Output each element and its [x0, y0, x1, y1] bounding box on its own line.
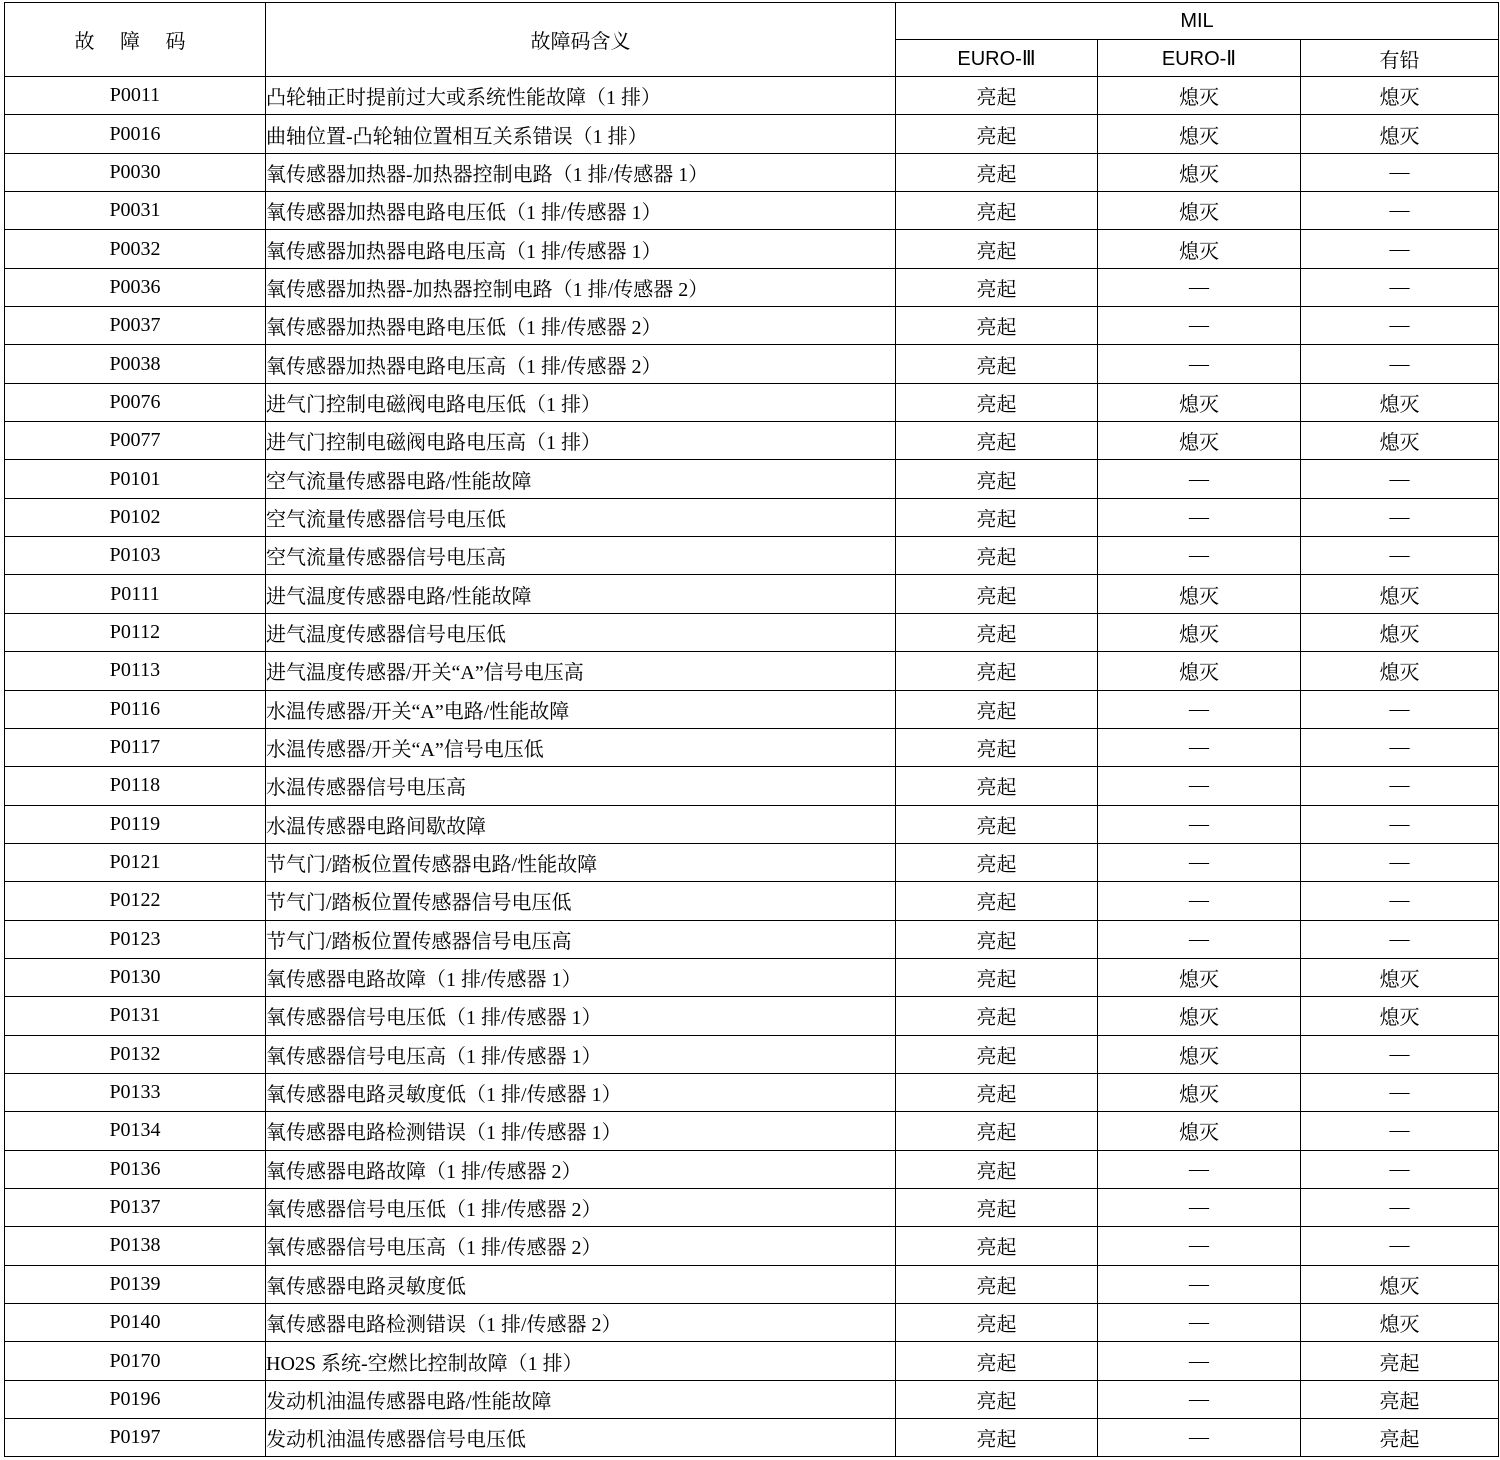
- table-row: [5, 1380, 1499, 1418]
- table-row: [5, 843, 1499, 881]
- mil-euro3-cell: 亮起: [896, 422, 1098, 460]
- mil-euro3-cell: 亮起: [896, 1112, 1098, 1150]
- fault-meaning-cell: 氧传感器电路故障（1 排/传感器 1）: [266, 958, 896, 996]
- mil-euro2-cell: —: [1098, 537, 1301, 575]
- mil-leaded-cell: —: [1301, 690, 1499, 728]
- mil-euro2-cell: 熄灭: [1098, 958, 1301, 996]
- mil-euro3-cell: 亮起: [896, 1419, 1098, 1457]
- table-row: [5, 537, 1499, 575]
- fault-meaning-cell: 空气流量传感器信号电压高: [266, 537, 896, 575]
- mil-euro2-cell: 熄灭: [1098, 613, 1301, 651]
- mil-euro2-cell: —: [1098, 690, 1301, 728]
- mil-euro3-cell: 亮起: [896, 77, 1098, 115]
- mil-euro3-cell: 亮起: [896, 153, 1098, 191]
- table-row: [5, 1035, 1499, 1073]
- fault-meaning-cell: 进气温度传感器电路/性能故障: [266, 575, 896, 613]
- table-row: [5, 1265, 1499, 1303]
- fault-code-cell: P0038: [5, 345, 266, 383]
- table-row: [5, 460, 1499, 498]
- mil-euro2-cell: —: [1098, 805, 1301, 843]
- mil-euro2-cell: —: [1098, 268, 1301, 306]
- mil-euro2-cell: 熄灭: [1098, 1035, 1301, 1073]
- fault-code-cell: P0196: [5, 1380, 266, 1418]
- mil-leaded-cell: —: [1301, 345, 1499, 383]
- table-row: [5, 1188, 1499, 1226]
- fault-meaning-cell: 氧传感器加热器-加热器控制电路（1 排/传感器 2）: [266, 268, 896, 306]
- header-fault-meaning: 故障码含义: [266, 3, 896, 77]
- fault-meaning-cell: 水温传感器信号电压高: [266, 767, 896, 805]
- fault-meaning-cell: 氧传感器电路灵敏度低（1 排/传感器 1）: [266, 1073, 896, 1111]
- fault-code-cell: P0130: [5, 958, 266, 996]
- fault-meaning-cell: 水温传感器电路间歇故障: [266, 805, 896, 843]
- table-row: [5, 1112, 1499, 1150]
- mil-euro3-cell: 亮起: [896, 1304, 1098, 1342]
- mil-euro2-cell: —: [1098, 1265, 1301, 1303]
- mil-leaded-cell: —: [1301, 307, 1499, 345]
- table-row: [5, 882, 1499, 920]
- fault-code-cell: P0140: [5, 1304, 266, 1342]
- mil-euro3-cell: 亮起: [896, 613, 1098, 651]
- fault-code-cell: P0077: [5, 422, 266, 460]
- mil-leaded-cell: —: [1301, 1150, 1499, 1188]
- mil-euro3-cell: 亮起: [896, 997, 1098, 1035]
- table-row: [5, 652, 1499, 690]
- table-row: [5, 997, 1499, 1035]
- fault-meaning-cell: HO2S 系统-空燃比控制故障（1 排）: [266, 1342, 896, 1380]
- fault-meaning-cell: 节气门/踏板位置传感器信号电压高: [266, 920, 896, 958]
- mil-euro3-cell: 亮起: [896, 805, 1098, 843]
- table-row: [5, 115, 1499, 153]
- mil-euro2-cell: —: [1098, 843, 1301, 881]
- mil-euro3-cell: 亮起: [896, 307, 1098, 345]
- mil-euro2-cell: —: [1098, 767, 1301, 805]
- fault-code-cell: P0132: [5, 1035, 266, 1073]
- fault-code-cell: P0123: [5, 920, 266, 958]
- mil-leaded-cell: —: [1301, 843, 1499, 881]
- fault-code-cell: P0139: [5, 1265, 266, 1303]
- mil-euro2-cell: —: [1098, 1150, 1301, 1188]
- mil-euro3-cell: 亮起: [896, 1227, 1098, 1265]
- table-row: [5, 1150, 1499, 1188]
- mil-leaded-cell: —: [1301, 153, 1499, 191]
- fault-code-cell: P0136: [5, 1150, 266, 1188]
- fault-code-cell: P0032: [5, 230, 266, 268]
- table-row: [5, 1419, 1499, 1457]
- mil-euro3-cell: 亮起: [896, 958, 1098, 996]
- fault-code-cell: P0117: [5, 728, 266, 766]
- mil-euro2-cell: 熄灭: [1098, 192, 1301, 230]
- table-row: [5, 767, 1499, 805]
- fault-meaning-cell: 进气温度传感器/开关“A”信号电压高: [266, 652, 896, 690]
- header-euro2: EURO-Ⅱ: [1098, 40, 1301, 77]
- fault-code-cell: P0119: [5, 805, 266, 843]
- mil-euro2-cell: —: [1098, 1188, 1301, 1226]
- fault-code-cell: P0036: [5, 268, 266, 306]
- mil-leaded-cell: —: [1301, 1112, 1499, 1150]
- mil-euro2-cell: —: [1098, 498, 1301, 536]
- fault-code-cell: P0197: [5, 1419, 266, 1457]
- mil-euro2-cell: —: [1098, 1304, 1301, 1342]
- mil-leaded-cell: —: [1301, 1227, 1499, 1265]
- fault-meaning-cell: 氧传感器信号电压高（1 排/传感器 1）: [266, 1035, 896, 1073]
- fault-code-cell: P0031: [5, 192, 266, 230]
- fault-code-cell: P0101: [5, 460, 266, 498]
- mil-leaded-cell: —: [1301, 1035, 1499, 1073]
- mil-euro2-cell: —: [1098, 882, 1301, 920]
- mil-leaded-cell: —: [1301, 498, 1499, 536]
- mil-euro3-cell: 亮起: [896, 920, 1098, 958]
- fault-code-cell: P0170: [5, 1342, 266, 1380]
- fault-meaning-cell: 节气门/踏板位置传感器电路/性能故障: [266, 843, 896, 881]
- mil-euro3-cell: 亮起: [896, 843, 1098, 881]
- mil-euro3-cell: 亮起: [896, 1380, 1098, 1418]
- mil-euro2-cell: 熄灭: [1098, 153, 1301, 191]
- mil-euro3-cell: 亮起: [896, 383, 1098, 421]
- fault-meaning-cell: 空气流量传感器电路/性能故障: [266, 460, 896, 498]
- mil-leaded-cell: 熄灭: [1301, 997, 1499, 1035]
- header-mil: MIL: [896, 3, 1499, 40]
- mil-euro3-cell: 亮起: [896, 690, 1098, 728]
- table-row: [5, 1073, 1499, 1111]
- fault-code-cell: P0112: [5, 613, 266, 651]
- mil-leaded-cell: 熄灭: [1301, 1265, 1499, 1303]
- table-row: [5, 728, 1499, 766]
- mil-euro3-cell: 亮起: [896, 460, 1098, 498]
- mil-euro3-cell: 亮起: [896, 1035, 1098, 1073]
- fault-code-cell: P0138: [5, 1227, 266, 1265]
- mil-leaded-cell: 熄灭: [1301, 115, 1499, 153]
- fault-meaning-cell: 氧传感器加热器电路电压高（1 排/传感器 1）: [266, 230, 896, 268]
- mil-leaded-cell: —: [1301, 920, 1499, 958]
- mil-leaded-cell: 亮起: [1301, 1380, 1499, 1418]
- mil-leaded-cell: 熄灭: [1301, 575, 1499, 613]
- table-row: [5, 690, 1499, 728]
- mil-euro3-cell: 亮起: [896, 1265, 1098, 1303]
- mil-leaded-cell: 熄灭: [1301, 652, 1499, 690]
- fault-meaning-cell: 氧传感器加热器电路电压低（1 排/传感器 1）: [266, 192, 896, 230]
- fault-code-cell: P0030: [5, 153, 266, 191]
- mil-euro3-cell: 亮起: [896, 192, 1098, 230]
- mil-euro2-cell: —: [1098, 1380, 1301, 1418]
- fault-meaning-cell: 进气门控制电磁阀电路电压高（1 排）: [266, 422, 896, 460]
- header-leaded: 有铅: [1301, 40, 1499, 77]
- fault-code-cell: P0113: [5, 652, 266, 690]
- mil-euro3-cell: 亮起: [896, 345, 1098, 383]
- mil-leaded-cell: —: [1301, 230, 1499, 268]
- fault-meaning-cell: 氧传感器信号电压高（1 排/传感器 2）: [266, 1227, 896, 1265]
- fault-meaning-cell: 氧传感器信号电压低（1 排/传感器 2）: [266, 1188, 896, 1226]
- mil-euro3-cell: 亮起: [896, 1342, 1098, 1380]
- mil-euro2-cell: —: [1098, 1419, 1301, 1457]
- mil-leaded-cell: —: [1301, 537, 1499, 575]
- fault-meaning-cell: 发动机油温传感器电路/性能故障: [266, 1380, 896, 1418]
- mil-euro2-cell: —: [1098, 920, 1301, 958]
- table-row: [5, 805, 1499, 843]
- mil-leaded-cell: —: [1301, 1073, 1499, 1111]
- mil-leaded-cell: 熄灭: [1301, 613, 1499, 651]
- mil-euro2-cell: 熄灭: [1098, 1112, 1301, 1150]
- mil-leaded-cell: 亮起: [1301, 1419, 1499, 1457]
- fault-meaning-cell: 氧传感器电路检测错误（1 排/传感器 1）: [266, 1112, 896, 1150]
- fault-meaning-cell: 氧传感器电路检测错误（1 排/传感器 2）: [266, 1304, 896, 1342]
- mil-euro2-cell: 熄灭: [1098, 652, 1301, 690]
- fault-meaning-cell: 氧传感器加热器电路电压高（1 排/传感器 2）: [266, 345, 896, 383]
- fault-code-cell: P0102: [5, 498, 266, 536]
- mil-leaded-cell: 亮起: [1301, 1342, 1499, 1380]
- fault-code-cell: P0011: [5, 77, 266, 115]
- table-row: [5, 153, 1499, 191]
- mil-leaded-cell: —: [1301, 728, 1499, 766]
- table-row: [5, 920, 1499, 958]
- fault-meaning-cell: 氧传感器信号电压低（1 排/传感器 1）: [266, 997, 896, 1035]
- mil-euro2-cell: —: [1098, 1227, 1301, 1265]
- fault-code-table: [4, 2, 1499, 1457]
- mil-euro3-cell: 亮起: [896, 115, 1098, 153]
- mil-euro2-cell: —: [1098, 460, 1301, 498]
- mil-euro2-cell: 熄灭: [1098, 230, 1301, 268]
- fault-meaning-cell: 节气门/踏板位置传感器信号电压低: [266, 882, 896, 920]
- fault-code-cell: P0111: [5, 575, 266, 613]
- header-euro3: EURO-Ⅲ: [896, 40, 1098, 77]
- header-fault-code: 故 障 码: [5, 3, 266, 77]
- fault-code-cell: P0116: [5, 690, 266, 728]
- fault-meaning-cell: 氧传感器加热器-加热器控制电路（1 排/传感器 1）: [266, 153, 896, 191]
- header-row-1: [5, 3, 1499, 40]
- mil-euro3-cell: 亮起: [896, 1150, 1098, 1188]
- mil-euro3-cell: 亮起: [896, 575, 1098, 613]
- mil-leaded-cell: —: [1301, 805, 1499, 843]
- table-row: [5, 307, 1499, 345]
- mil-euro3-cell: 亮起: [896, 1073, 1098, 1111]
- fault-meaning-cell: 进气门控制电磁阀电路电压低（1 排）: [266, 383, 896, 421]
- mil-euro3-cell: 亮起: [896, 537, 1098, 575]
- mil-euro3-cell: 亮起: [896, 498, 1098, 536]
- mil-euro2-cell: —: [1098, 728, 1301, 766]
- mil-euro2-cell: 熄灭: [1098, 1073, 1301, 1111]
- fault-code-cell: P0076: [5, 383, 266, 421]
- fault-meaning-cell: 水温传感器/开关“A”信号电压低: [266, 728, 896, 766]
- table-row: [5, 1227, 1499, 1265]
- mil-leaded-cell: —: [1301, 1188, 1499, 1226]
- table-row: [5, 422, 1499, 460]
- fault-code-cell: P0103: [5, 537, 266, 575]
- fault-code-cell: P0037: [5, 307, 266, 345]
- mil-euro3-cell: 亮起: [896, 882, 1098, 920]
- mil-leaded-cell: —: [1301, 767, 1499, 805]
- mil-euro2-cell: 熄灭: [1098, 997, 1301, 1035]
- table-row: [5, 958, 1499, 996]
- mil-euro2-cell: 熄灭: [1098, 115, 1301, 153]
- mil-leaded-cell: 熄灭: [1301, 383, 1499, 421]
- mil-euro2-cell: —: [1098, 345, 1301, 383]
- table-row: [5, 383, 1499, 421]
- table-row: [5, 498, 1499, 536]
- mil-leaded-cell: 熄灭: [1301, 1304, 1499, 1342]
- mil-euro3-cell: 亮起: [896, 728, 1098, 766]
- mil-euro3-cell: 亮起: [896, 268, 1098, 306]
- mil-leaded-cell: —: [1301, 460, 1499, 498]
- mil-leaded-cell: 熄灭: [1301, 422, 1499, 460]
- fault-code-cell: P0133: [5, 1073, 266, 1111]
- table-row: [5, 1342, 1499, 1380]
- mil-euro3-cell: 亮起: [896, 652, 1098, 690]
- table-row: [5, 613, 1499, 651]
- mil-euro3-cell: 亮起: [896, 230, 1098, 268]
- fault-meaning-cell: 氧传感器电路灵敏度低: [266, 1265, 896, 1303]
- mil-euro2-cell: 熄灭: [1098, 422, 1301, 460]
- fault-meaning-cell: 氧传感器电路故障（1 排/传感器 2）: [266, 1150, 896, 1188]
- fault-code-cell: P0134: [5, 1112, 266, 1150]
- fault-meaning-cell: 水温传感器/开关“A”电路/性能故障: [266, 690, 896, 728]
- mil-leaded-cell: 熄灭: [1301, 77, 1499, 115]
- table-row: [5, 575, 1499, 613]
- fault-code-cell: P0122: [5, 882, 266, 920]
- table-row: [5, 77, 1499, 115]
- mil-euro2-cell: —: [1098, 307, 1301, 345]
- mil-euro2-cell: 熄灭: [1098, 383, 1301, 421]
- fault-meaning-cell: 曲轴位置-凸轮轴位置相互关系错误（1 排）: [266, 115, 896, 153]
- fault-code-cell: P0121: [5, 843, 266, 881]
- fault-code-cell: P0118: [5, 767, 266, 805]
- mil-euro3-cell: 亮起: [896, 1188, 1098, 1226]
- table-row: [5, 345, 1499, 383]
- fault-meaning-cell: 发动机油温传感器信号电压低: [266, 1419, 896, 1457]
- table-row: [5, 230, 1499, 268]
- mil-leaded-cell: —: [1301, 192, 1499, 230]
- mil-leaded-cell: —: [1301, 882, 1499, 920]
- fault-meaning-cell: 凸轮轴正时提前过大或系统性能故障（1 排）: [266, 77, 896, 115]
- fault-code-cell: P0137: [5, 1188, 266, 1226]
- table-row: [5, 1304, 1499, 1342]
- mil-euro2-cell: 熄灭: [1098, 77, 1301, 115]
- mil-euro2-cell: —: [1098, 1342, 1301, 1380]
- fault-meaning-cell: 空气流量传感器信号电压低: [266, 498, 896, 536]
- table-row: [5, 192, 1499, 230]
- fault-meaning-cell: 氧传感器加热器电路电压低（1 排/传感器 2）: [266, 307, 896, 345]
- fault-code-cell: P0131: [5, 997, 266, 1035]
- mil-leaded-cell: —: [1301, 268, 1499, 306]
- mil-leaded-cell: 熄灭: [1301, 958, 1499, 996]
- fault-code-cell: P0016: [5, 115, 266, 153]
- mil-euro3-cell: 亮起: [896, 767, 1098, 805]
- mil-euro2-cell: 熄灭: [1098, 575, 1301, 613]
- fault-meaning-cell: 进气温度传感器信号电压低: [266, 613, 896, 651]
- table-row: [5, 268, 1499, 306]
